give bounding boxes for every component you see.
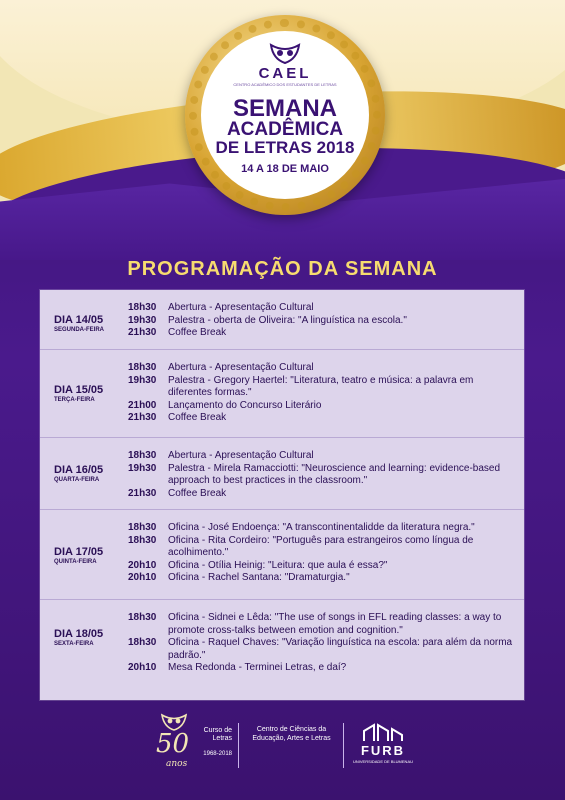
event-row xyxy=(128,315,518,328)
event-desc: Oficina - Rachel Santana: "Dramaturgia." xyxy=(168,572,350,583)
owl-icon xyxy=(269,43,301,65)
event-row xyxy=(128,572,518,585)
event-list xyxy=(128,522,518,585)
schedule-panel xyxy=(40,290,524,700)
event-time: 19h30 xyxy=(128,462,157,474)
title-line-1: SEMANA xyxy=(232,95,337,122)
event-row xyxy=(128,535,518,560)
event-time: 18h30 xyxy=(128,522,157,533)
event-time: 21h30 xyxy=(128,487,157,499)
event-desc: Palestra - Mirela Ramacciotti: "Neuroscience and learning: evidence-based approach to best practices in the classroom." xyxy=(168,462,501,486)
footer xyxy=(0,705,565,800)
event-time: 19h30 xyxy=(128,374,157,386)
event-time: 21h00 xyxy=(128,399,157,411)
event-time: 21h30 xyxy=(128,412,157,423)
event-dates: 14 A 18 DE MAIO xyxy=(241,163,329,175)
day-block xyxy=(40,350,524,438)
anniversary-number: 50 xyxy=(156,729,190,759)
title-line-3: DE LETRAS 2018 xyxy=(215,138,355,157)
event-desc: Oficina - Rita Cordeiro: "Português para estrangeiros como língua de acolhimento." xyxy=(168,534,474,558)
event-time: 20h10 xyxy=(128,559,157,571)
event-desc: Lançamento do Concurso Literário xyxy=(168,399,322,411)
day-block xyxy=(40,600,524,700)
day-label xyxy=(54,314,134,333)
day-weekday: QUARTA-FEIRA xyxy=(54,477,100,483)
day-name: DIA 17/05 xyxy=(54,546,104,558)
program-title: PROGRAMAÇÃO DA SEMANA xyxy=(127,258,438,280)
day-name: DIA 14/05 xyxy=(54,314,104,326)
event-time: 18h30 xyxy=(128,450,157,461)
event-desc: Oficina - Otília Heinig: "Leitura: que aula é essa?" xyxy=(168,559,388,571)
furb-logo-text: FURB xyxy=(360,743,406,758)
event-desc: Coffee Break xyxy=(168,327,227,338)
org-name: CAEL xyxy=(258,65,312,82)
event-desc: Abertura - Apresentação Cultural xyxy=(168,450,314,461)
day-weekday: TERÇA-FEIRA xyxy=(54,397,95,403)
day-block xyxy=(40,438,524,510)
footer-divider xyxy=(343,723,344,768)
event-row xyxy=(128,463,518,488)
event-row xyxy=(128,612,518,637)
day-label xyxy=(54,384,134,403)
event-row xyxy=(128,327,518,340)
event-desc: Abertura - Apresentação Cultural xyxy=(168,302,314,313)
event-row xyxy=(128,400,518,413)
event-time: 18h30 xyxy=(128,612,157,623)
course-name: Curso de Letras xyxy=(203,727,232,742)
event-desc: Coffee Break xyxy=(168,487,227,499)
event-time: 18h30 xyxy=(128,534,157,546)
event-desc: Abertura - Apresentação Cultural xyxy=(168,362,314,373)
event-time: 18h30 xyxy=(128,362,157,373)
org-subtitle: CENTRO ACADÊMICO DOS ESTUDANTES DE LETRAS xyxy=(233,82,337,87)
event-time: 18h30 xyxy=(128,302,157,313)
event-list xyxy=(128,450,518,500)
event-list xyxy=(128,362,518,425)
footer-divider xyxy=(238,723,239,768)
furb-subtitle: UNIVERSIDADE DE BLUMENAU xyxy=(352,759,413,764)
day-block xyxy=(40,290,524,350)
event-list xyxy=(128,612,518,675)
event-desc: Palestra - Gregory Haertel: "Literatura, teatro e música: a palavra em diferentes formas." xyxy=(168,374,474,398)
furb-building-icon xyxy=(360,721,406,743)
event-row xyxy=(128,450,518,463)
event-time: 19h30 xyxy=(128,314,157,326)
event-row xyxy=(128,302,518,315)
event-time: 20h10 xyxy=(128,572,157,583)
day-block xyxy=(40,510,524,600)
event-desc: Palestra - oberta de Oliveira: "A linguística na escola." xyxy=(168,314,407,326)
event-time: 21h30 xyxy=(128,327,157,338)
event-row xyxy=(128,637,518,662)
event-row xyxy=(128,662,518,675)
title-line-2: ACADÊMICA xyxy=(226,119,344,140)
event-desc: Oficina - José Endoença: "A transcontinentalidde da literatura negra." xyxy=(168,522,475,533)
event-row xyxy=(128,522,518,535)
day-label xyxy=(54,546,134,565)
event-desc: Oficina - Raquel Chaves: "Variação linguística na escola: para além da norma padrão." xyxy=(168,637,513,661)
course-years: 1968-2018 xyxy=(203,751,232,757)
event-row xyxy=(128,412,518,425)
day-weekday: QUINTA-FEIRA xyxy=(54,559,97,565)
day-name: DIA 18/05 xyxy=(54,628,104,640)
anniversary-anos: anos xyxy=(166,759,188,769)
event-time: 20h10 xyxy=(128,662,157,673)
event-desc: Coffee Break xyxy=(168,412,227,423)
event-row xyxy=(128,375,518,400)
day-weekday: SEXTA-FEIRA xyxy=(54,641,94,647)
day-label xyxy=(54,464,134,483)
event-time: 18h30 xyxy=(128,637,157,648)
medal-center xyxy=(201,31,369,199)
event-medal xyxy=(185,15,385,215)
event-row xyxy=(128,362,518,375)
event-list xyxy=(128,302,518,340)
event-row xyxy=(128,560,518,573)
event-row xyxy=(128,488,518,501)
day-weekday: SEGUNDA-FEIRA xyxy=(54,327,105,333)
day-name: DIA 15/05 xyxy=(54,384,104,396)
day-label xyxy=(54,628,134,647)
event-desc: Oficina - Sidnei e Lêda: "The use of songs in EFL reading classes: a way to promote cross-talks between emotion and cognition." xyxy=(168,612,502,636)
event-desc: Mesa Redonda - Terminei Letras, e daí? xyxy=(168,662,347,673)
day-name: DIA 16/05 xyxy=(54,464,104,476)
center-name: Centro de Ciências da Educação, Artes e Letras xyxy=(252,726,331,742)
